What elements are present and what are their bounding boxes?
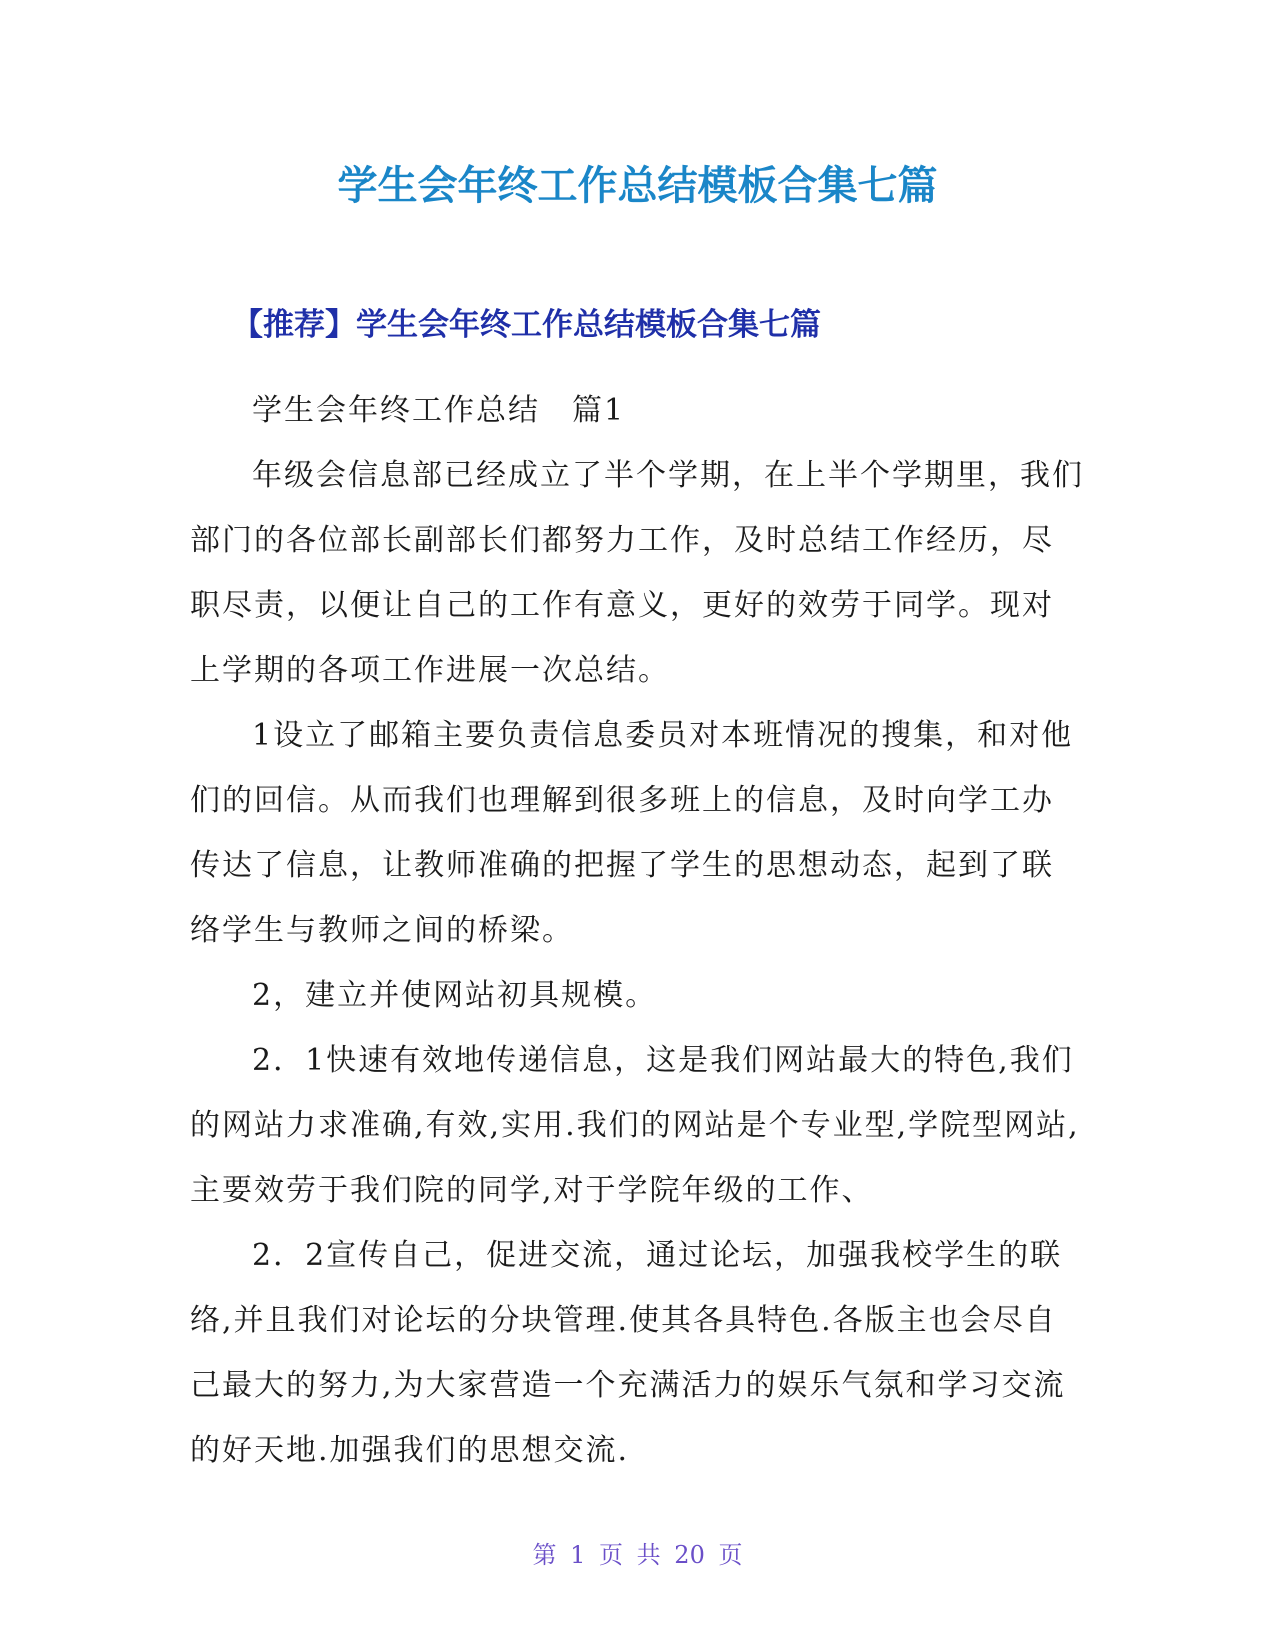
document-subtitle: 【推荐】学生会年终工作总结模板合集七篇 bbox=[232, 307, 821, 343]
paragraph: 年级会信息部已经成立了半个学期，在上半个学期里，我们部门的各位部长副部长们都努力工作，及时总结工作经历，尽职尽责，以便让自己的工作有意义，更好的效劳于同学。现对上学期的各项工作进展一次总结。 bbox=[190, 458, 1084, 688]
paragraph: 1设立了邮箱主要负责信息委员对本班情况的搜集，和对他们的回信。从而我们也理解到很多班上的信息，及时向学工办传达了信息，让教师准确的把握了学生的思想动态，起到了联络学生与教师之间的桥梁。 bbox=[190, 718, 1074, 948]
section-heading: 学生会年终工作总结 篇1 bbox=[252, 393, 626, 428]
paragraph: 2，建立并使网站初具规模。 bbox=[252, 978, 658, 1013]
document-body bbox=[190, 378, 1085, 1483]
paragraph: 2．1快速有效地传递信息，这是我们网站最大的特色,我们的网站力求准确,有效,实用.我们的网站是个专业型,学院型网站,主要效劳于我们院的同学,对于学院年级的工作、 bbox=[190, 1043, 1080, 1208]
paragraph: 2．2宣传自己，促进交流，通过论坛，加强我校学生的联络,并且我们对论坛的分块管理.使其各具特色.各版主也会尽自己最大的努力,为大家营造一个充满活力的娱乐气氛和学习交流的好天地.加强我们的思想交流. bbox=[190, 1238, 1066, 1468]
document-title: 学生会年终工作总结模板合集七篇 bbox=[337, 163, 938, 209]
page-footer: 第 1 页 共 20 页 bbox=[532, 1541, 743, 1569]
